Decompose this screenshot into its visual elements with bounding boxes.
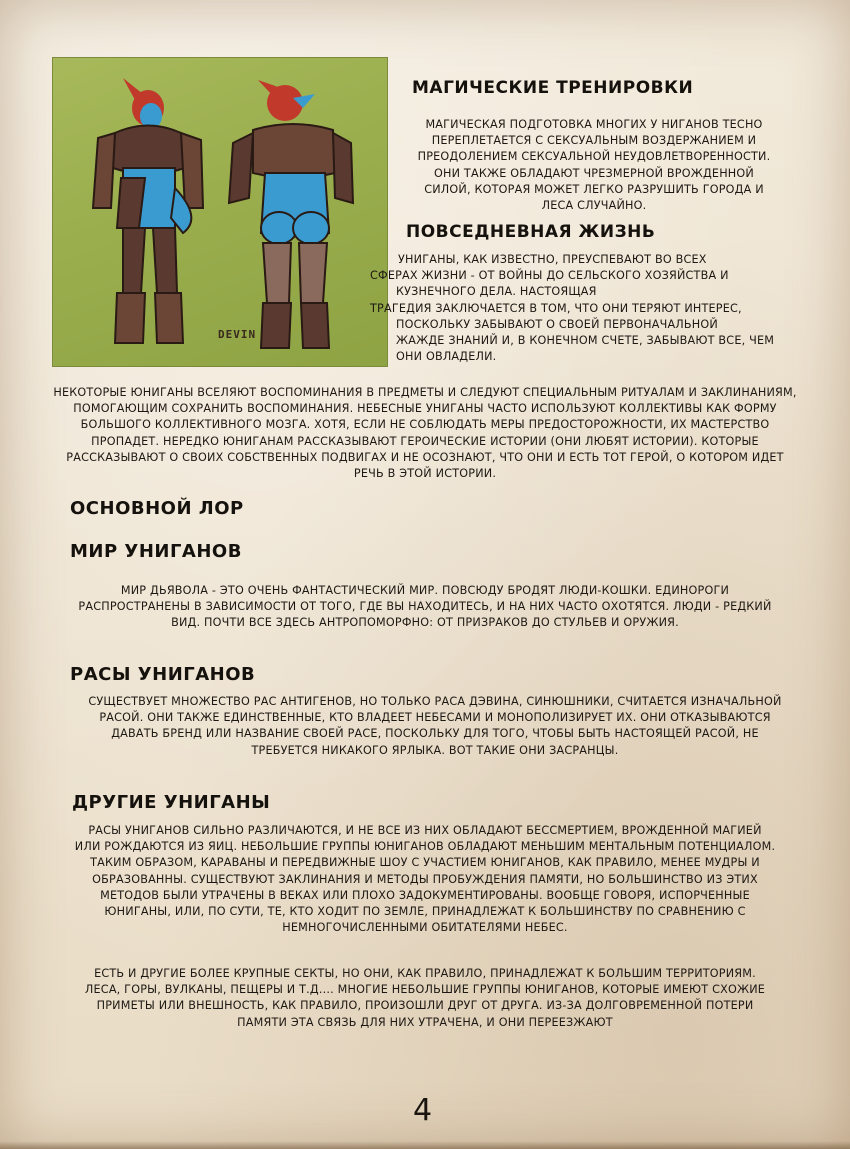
text-line: ПЕРЕПЛЕТАЕТСЯ С СЕКСУАЛЬНЫМ ВОЗДЕРЖАНИЕМ И (431, 134, 757, 148)
text-line: ПОСКОЛЬКУ ЗАБЫВАЮТ О СВОЕЙ ПЕРВОНАЧАЛЬНОЙ (396, 317, 718, 331)
text-line: ОБРАЗОВАННЫ. СУЩЕСТВУЮТ ЗАКЛИНАНИЯ И МЕТОДЫ ПРОБУЖДЕНИЯ ПАМЯТИ, НО БОЛЬШИНСТВО ИЗ ЭТИХ (92, 872, 758, 886)
page-edge (0, 1141, 850, 1149)
text-line: ЛЕСА СЛУЧАЙНО. (541, 199, 647, 213)
text-line: СУЩЕСТВУЕТ МНОЖЕСТВО РАС АНТИГЕНОВ, НО ТОЛЬКО РАСА ДЭВИНА, СИНЮШНИКИ, СЧИТАЕТСЯ ИЗНАЧАЛЬНОЙ (88, 695, 782, 708)
text-line: ПАМЯТИ ЭТА СВЯЗЬ ДЛЯ НИХ УТРАЧЕНА, И ОНИ ПЕРЕЕЗЖАЮТ (237, 1015, 613, 1029)
text-line: РАСПРОСТРАНЕНЫ В ЗАВИСИМОСТИ ОТ ТОГО, ГДЕ ВЫ НАХОДИТЕСЬ, И НА НИХ ЧАСТО ОХОТЯТСЯ. ЛЮДИ - РЕДКИЙ (78, 600, 772, 614)
character-back (229, 80, 353, 348)
text-line: РЕЧЬ В ЭТОЙ ИСТОРИИ. (353, 467, 497, 481)
heading-magic-training: МАГИЧЕСКИЕ ТРЕНИРОВКИ (412, 78, 694, 98)
heading-world: МИР УНИГАНОВ (70, 541, 242, 562)
text-line: СИЛОЙ, КОТОРАЯ МОЖЕТ ЛЕГКО РАЗРУШИТЬ ГОРОДА И (424, 182, 764, 196)
armored-characters-image (53, 58, 387, 366)
text-line: КУЗНЕЧНОГО ДЕЛА. НАСТОЯЩАЯ (396, 285, 597, 299)
text-line: ОНИ ОВЛАДЕЛИ. (396, 350, 497, 364)
magic-training-text (394, 117, 794, 214)
text-line: ЕСТЬ И ДРУГИЕ БОЛЕЕ КРУПНЫЕ СЕКТЫ, НО ОНИ, КАК ПРАВИЛО, ПРИНАДЛЕЖАТ К БОЛЬШИМ ТЕРРИТОРИЯМ. (94, 967, 756, 980)
heading-main-lore: ОСНОВНОЙ ЛОР (70, 498, 244, 519)
text-line: РАССКАЗЫВАЮТ О СВОИХ СОБСТВЕННЫХ ПОДВИГАХ И НЕ ОСОЗНАЮТ, ЧТО ОНИ И ЕСТЬ ТОТ ГЕРОЙ, О КОТОРОМ ИДЕТ (66, 450, 784, 464)
text-line: МИР ДЬЯВОЛА - ЭТО ОЧЕНЬ ФАНТАСТИЧЕСКИЙ МИР. ПОВСЮДУ БРОДЯТ ЛЮДИ-КОШКИ. ЕДИНОРОГИ (120, 584, 730, 597)
text-line: МАГИЧЕСКАЯ ПОДГОТОВКА МНОГИХ У НИГАНОВ ТЕСНО (425, 118, 763, 131)
text-line: ПОМОГАЮЩИМ СОХРАНИТЬ ВОСПОМИНАНИЯ. НЕБЕСНЫЕ УНИГАНЫ ЧАСТО ИСПОЛЬЗУЮТ КОЛЛЕКТИВЫ КАК ФОРМУ (73, 402, 777, 416)
races-text (30, 694, 840, 759)
text-line: ПРОПАДЕТ. НЕРЕДКО ЮНИГАНАМ РАССКАЗЫВАЮТ ГЕРОИЧЕСКИЕ ИСТОРИИ (ОНИ ЛЮБЯТ ИСТОРИИ). КОТОРЫЕ (91, 434, 759, 448)
text-line: ПРИМЕТЫ ИЛИ ВНЕШНОСТЬ, КАК ПРАВИЛО, ПРОИЗОШЛИ ДРУГ ОТ ДРУГА. ИЗ-ЗА ДОЛГОВРЕМЕННОЙ ПОТЕРИ (96, 999, 754, 1013)
daily-life-continued-text (30, 385, 820, 482)
other-unigans-more-text (30, 966, 820, 1031)
character-illustration (52, 57, 388, 367)
text-line: МЕТОДОВ БЫЛИ УТРАЧЕНЫ В ВЕКАХ ИЛИ ПЛОХО ЗАДОКУМЕНТИРОВАНЫ. ВООБЩЕ ГОВОРЯ, ИСПОРЧЕННЫЕ (100, 888, 750, 902)
text-line: ДАВАТЬ БРЕНД ИЛИ НАЗВАНИЕ СВОЕЙ РАСЕ, ПОСКОЛЬКУ ДЛЯ ТОГО, ЧТОБЫ БЫТЬ НАСТОЯЩЕЙ РАСОЙ, НЕ (111, 727, 759, 741)
heading-other-unigans: ДРУГИЕ УНИГАНЫ (72, 792, 271, 813)
text-line: РАСОЙ. ОНИ ТАКЖЕ ЕДИНСТВЕННЫЕ, КТО ВЛАДЕЕТ НЕБЕСАМИ И МОНОПОЛИЗИРУЕТ ИХ. ОНИ ОТКАЗЫВАЮТСЯ (99, 711, 771, 725)
text-line: ТАКИМ ОБРАЗОМ, КАРАВАНЫ И ПЕРЕДВИЖНЫЕ ШОУ С УЧАСТИЕМ ЮНИГАНОВ, КАК ПРАВИЛО, МЕНЕЕ МУДРЫ И (90, 856, 760, 870)
text-line: ОНИ ТАКЖЕ ОБЛАДАЮТ ЧРЕЗМЕРНОЙ ВРОЖДЕННОЙ (433, 166, 754, 180)
text-line: ИЛИ РОЖДАЮТСЯ ИЗ ЯИЦ. НЕБОЛЬШИЕ ГРУППЫ ЮНИГАНОВ ОБЛАДАЮТ МЕНЬШИМ МЕНТАЛЬНЫМ ПОТЕНЦИАЛОМ. (74, 840, 776, 854)
text-line: НЕМНОГОЧИСЛЕННЫМИ ОБИТАТЕЛЯМИ НЕБЕС. (282, 921, 568, 935)
heading-races: РАСЫ УНИГАНОВ (70, 664, 256, 685)
artist-signature: DEVIN (218, 328, 257, 341)
text-line: ВИД. ПОЧТИ ВСЕ ЗДЕСЬ АНТРОПОМОРФНО: ОТ ПРИЗРАКОВ ДО СТУЛЬЕВ И ОРУЖИЯ. (171, 616, 679, 630)
daily-life-text (370, 252, 820, 365)
text-line: ТРАГЕДИЯ ЗАКЛЮЧАЕТСЯ В ТОМ, ЧТО ОНИ ТЕРЯЮТ ИНТЕРЕС, (370, 301, 742, 315)
character-front (93, 78, 203, 343)
text-line: ТРЕБУЕТСЯ НИКАКОГО ЯРЛЫКА. ВОТ ТАКИЕ ОНИ ЗАСРАНЦЫ. (251, 743, 619, 757)
text-line: ПРЕОДОЛЕНИЕМ СЕКСУАЛЬНОЙ НЕУДОВЛЕТВОРЕННОСТИ. (417, 150, 771, 164)
heading-daily-life: ПОВСЕДНЕВНАЯ ЖИЗНЬ (406, 222, 656, 242)
text-line: ЛЕСА, ГОРЫ, ВУЛКАНЫ, ПЕЩЕРЫ И Т.Д.... МНОГИЕ НЕБОЛЬШИЕ ГРУППЫ ЮНИГАНОВ, КОТОРЫЕ ИМЕЮТ СХОЖИЕ (84, 983, 766, 997)
text-line: БОЛЬШОГО КОЛЛЕКТИВНОГО МОЗГА. ХОТЯ, ЕСЛИ НЕ СОБЛЮДАТЬ МЕРЫ ПРЕДОСТОРОЖНОСТИ, ИХ МАСТЕРСТВО (80, 418, 770, 432)
text-line: СФЕРАХ ЖИЗНИ - ОТ ВОЙНЫ ДО СЕЛЬСКОГО ХОЗЯЙСТВА И (370, 269, 729, 283)
text-line: УНИГАНЫ, КАК ИЗВЕСТНО, ПРЕУСПЕВАЮТ ВО ВСЕХ (398, 253, 707, 266)
page-number: 4 (413, 1093, 433, 1128)
world-text (30, 583, 820, 632)
other-unigans-text (30, 823, 820, 936)
text-line: РАСЫ УНИГАНОВ СИЛЬНО РАЗЛИЧАЮТСЯ, И НЕ ВСЕ ИЗ НИХ ОБЛАДАЮТ БЕССМЕРТИЕМ, ВРОЖДЕННОЙ МАГИЕЙ (88, 824, 762, 837)
text-line: НЕКОТОРЫЕ ЮНИГАНЫ ВСЕЛЯЮТ ВОСПОМИНАНИЯ В ПРЕДМЕТЫ И СЛЕДУЮТ СПЕЦИАЛЬНЫМ РИТУАЛАМ И ЗАКЛИНАНИЯМ, (53, 386, 797, 399)
text-line: ЮНИГАНЫ, ИЛИ, ПО СУТИ, ТЕ, КТО ХОДИТ ПО ЗЕМЛЕ, ПРИНАДЛЕЖАТ К БОЛЬШИНСТВУ ПО СРАВНЕНИЮ С (104, 905, 746, 919)
text-line: ЖАЖДЕ ЗНАНИЙ И, В КОНЕЧНОМ СЧЕТЕ, ЗАБЫВАЮТ ВСЕ, ЧЕМ (396, 334, 775, 348)
